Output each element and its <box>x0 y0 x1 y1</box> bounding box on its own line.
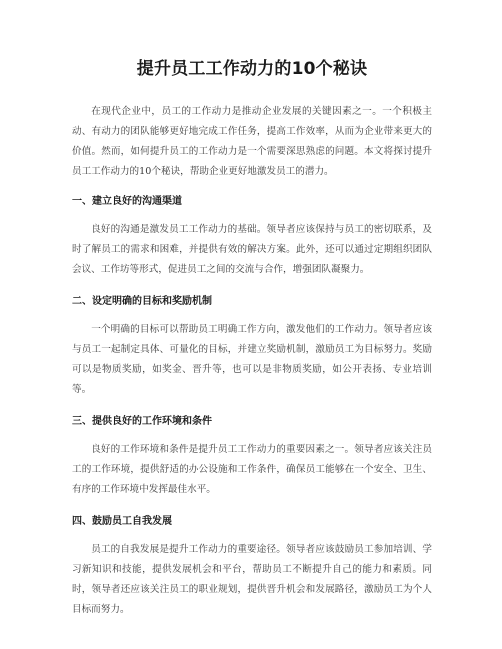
section-body-1: 良好的沟通是激发员工工作动力的基础。领导者应该保持与员工的密切联系，及时了解员工的需求和困难，并提供有效的解决方案。此外，还可以通过定期组织团队会议、工作坊等形式，促进员工之间的交流与合作，增强团队凝聚力。 <box>72 224 432 275</box>
intro-paragraph: 在现代企业中，员工的工作动力是推动企业发展的关键因素之一。一个积极主动、有动力的团队能够更好地完成工作任务，提高工作效率，从而为企业带来更大的价值。然而，如何提升员工的工作动力是一个需要深思熟虑的问题。本文将探讨提升员工工作动力的10个秘诀，帮助企业更好地激发员工的潜力。 <box>72 106 432 177</box>
section-heading-3: 三、提供良好的工作环境和条件 <box>72 416 212 427</box>
section-body-3: 良好的工作环境和条件是提升员工工作动力的重要因素之一。领导者应该关注员工的工作环境，提供舒适的办公设施和工作条件，确保员工能够在一个安全、卫生、有序的工作环境中发挥最佳水平。 <box>72 444 432 495</box>
document-title: 提升员工工作动力的10个秘诀 <box>136 59 368 79</box>
section-body-4: 员工的自我发展是提升工作动力的重要途径。领导者应该鼓励员工参加培训、学习新知识和技能，提供发展机会和平台，帮助员工不断提升自己的能力和素质。同时，领导者还应该关注员工的职业规划，提供晋升机会和发展路径，激励员工为个人目标而努力。 <box>72 544 432 615</box>
section-body-2: 一个明确的目标可以帮助员工明确工作方向，激发他们的工作动力。领导者应该与员工一起制定具体、可量化的目标，并建立奖励机制，激励员工为目标努力。奖励可以是物质奖励，如奖金、晋升等，也可以是非物质奖励，如公开表扬、专业培训等。 <box>72 324 432 395</box>
section-heading-4: 四、鼓励员工自我发展 <box>72 516 172 527</box>
section-heading-1: 一、建立良好的沟通渠道 <box>72 196 182 207</box>
section-heading-2: 二、设定明确的目标和奖励机制 <box>72 296 212 307</box>
